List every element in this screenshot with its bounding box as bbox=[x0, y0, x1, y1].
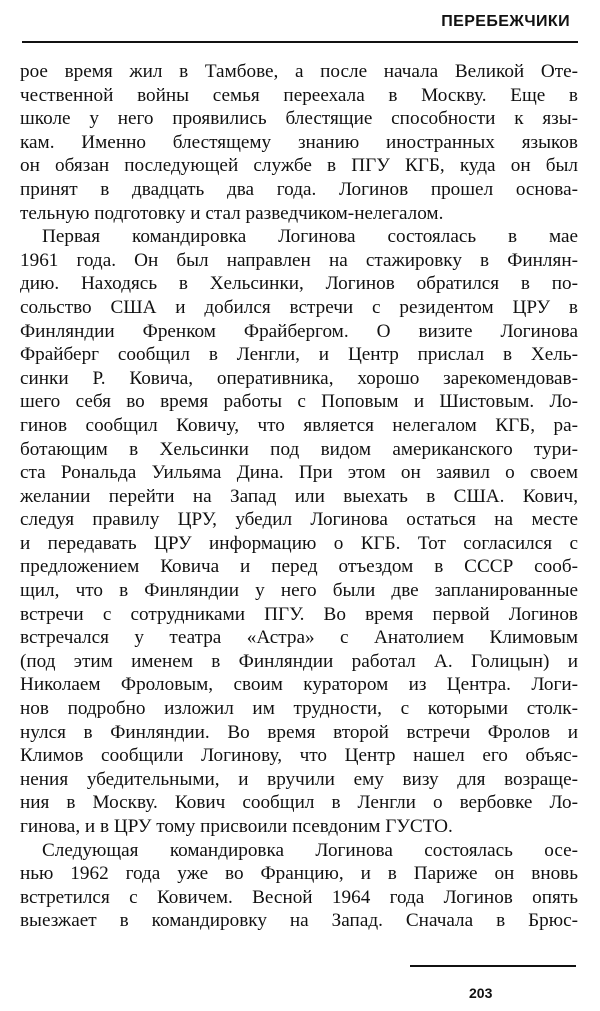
text-line: школе у него проявились блестящие способности к язы- bbox=[20, 108, 578, 130]
text-line: синки Р. Ковича, оперативника, хорошо зарекомендовав- bbox=[20, 367, 578, 389]
text-line: встречи с сотрудниками ПГУ. Во время первой Логинов bbox=[20, 603, 578, 625]
text-line: нов подробно изложил им трудности, с которыми столк- bbox=[20, 698, 578, 720]
running-header-title: ПЕРЕБЕЖЧИКИ bbox=[441, 13, 570, 30]
footer-rule bbox=[410, 965, 576, 967]
text-line: нью 1962 года уже во Францию, и в Париже он вновь bbox=[20, 863, 578, 885]
text-line: желании перейти на Запад или выехать в США. Кович, bbox=[20, 485, 578, 507]
page-number: 203 bbox=[469, 985, 493, 1001]
text-line: Первая командировка Логинова состоялась в мае bbox=[42, 226, 578, 248]
text-line: шего себя во время работы с Поповым и Шистовым. Ло- bbox=[20, 391, 578, 413]
text-line: следуя правилу ЦРУ, убедил Логинова остаться на месте bbox=[20, 509, 578, 531]
text-line: Климов сообщили Логинову, что Центр нашел его объяс- bbox=[20, 745, 578, 767]
text-line: Фрайберг сообщил в Ленгли, и Центр прислал в Хель- bbox=[20, 344, 578, 366]
text-line: ста Рональда Уильяма Дина. При этом он заявил о своем bbox=[20, 462, 578, 484]
text-line: гинова, и в ЦРУ тому присвоили псевдоним ГУСТО. bbox=[20, 816, 453, 837]
body-text bbox=[20, 60, 578, 933]
text-line: принят в двадцать два года. Логинов прошел основа- bbox=[20, 178, 578, 200]
text-line: ния в Москву. Кович сообщил в Ленгли о вербовке Ло- bbox=[20, 792, 578, 814]
text-line: он обязан последующей службе в ПГУ КГБ, куда он был bbox=[20, 155, 578, 177]
text-line: встречался у театра «Астра» с Анатолием Климовым bbox=[20, 627, 578, 649]
text-line: тельную подготовку и стал разведчиком-нелегалом. bbox=[20, 202, 444, 224]
text-line: встретился с Ковичем. Весной 1964 года Логинов опять bbox=[20, 886, 578, 908]
text-line: (под этим именем в Финляндии работал А. Голицын) и bbox=[20, 650, 578, 672]
text-line: предложением Ковича и перед отъездом в СССР сооб- bbox=[20, 556, 578, 578]
header-rule bbox=[22, 41, 578, 43]
text-line: Финляндии Френком Фрайбергом. О визите Логинова bbox=[20, 320, 578, 342]
text-line: Николаем Фроловым, своим куратором из Центра. Логи- bbox=[20, 674, 578, 696]
text-line: щил, что в Финляндии у него были две запланированные bbox=[20, 580, 578, 602]
text-line: выезжает в командировку на Запад. Сначала в Брюс- bbox=[20, 910, 578, 932]
running-header bbox=[22, 10, 578, 44]
text-line: кам. Именно блестящему знанию иностранных языков bbox=[20, 131, 578, 153]
text-line: рое время жил в Тамбове, а после начала Великой Оте- bbox=[20, 61, 578, 82]
text-line: нулся в Финляндии. Во время второй встречи Фролов и bbox=[20, 721, 578, 743]
text-line: сольство США и добился встречи с резидентом ЦРУ в bbox=[20, 296, 578, 318]
text-line: Следующая командировка Логинова состоялась осе- bbox=[42, 839, 578, 861]
text-line: и передавать ЦРУ информацию о КГБ. Тот согласился с bbox=[20, 532, 578, 554]
text-line: чественной войны семья переехала в Москву. Еще в bbox=[20, 84, 578, 106]
text-line: дию. Находясь в Хельсинки, Логинов обратился в по- bbox=[20, 273, 578, 295]
text-line: гинов сообщил Ковичу, что является нелегалом КГБ, ра- bbox=[20, 414, 578, 436]
text-line: нения убедительными, и вручили ему визу для возраще- bbox=[20, 768, 578, 790]
text-line: ботающим в Хельсинки под видом американского тури- bbox=[20, 438, 578, 460]
text-line: 1961 года. Он был направлен на стажировку в Финлян- bbox=[20, 249, 578, 271]
